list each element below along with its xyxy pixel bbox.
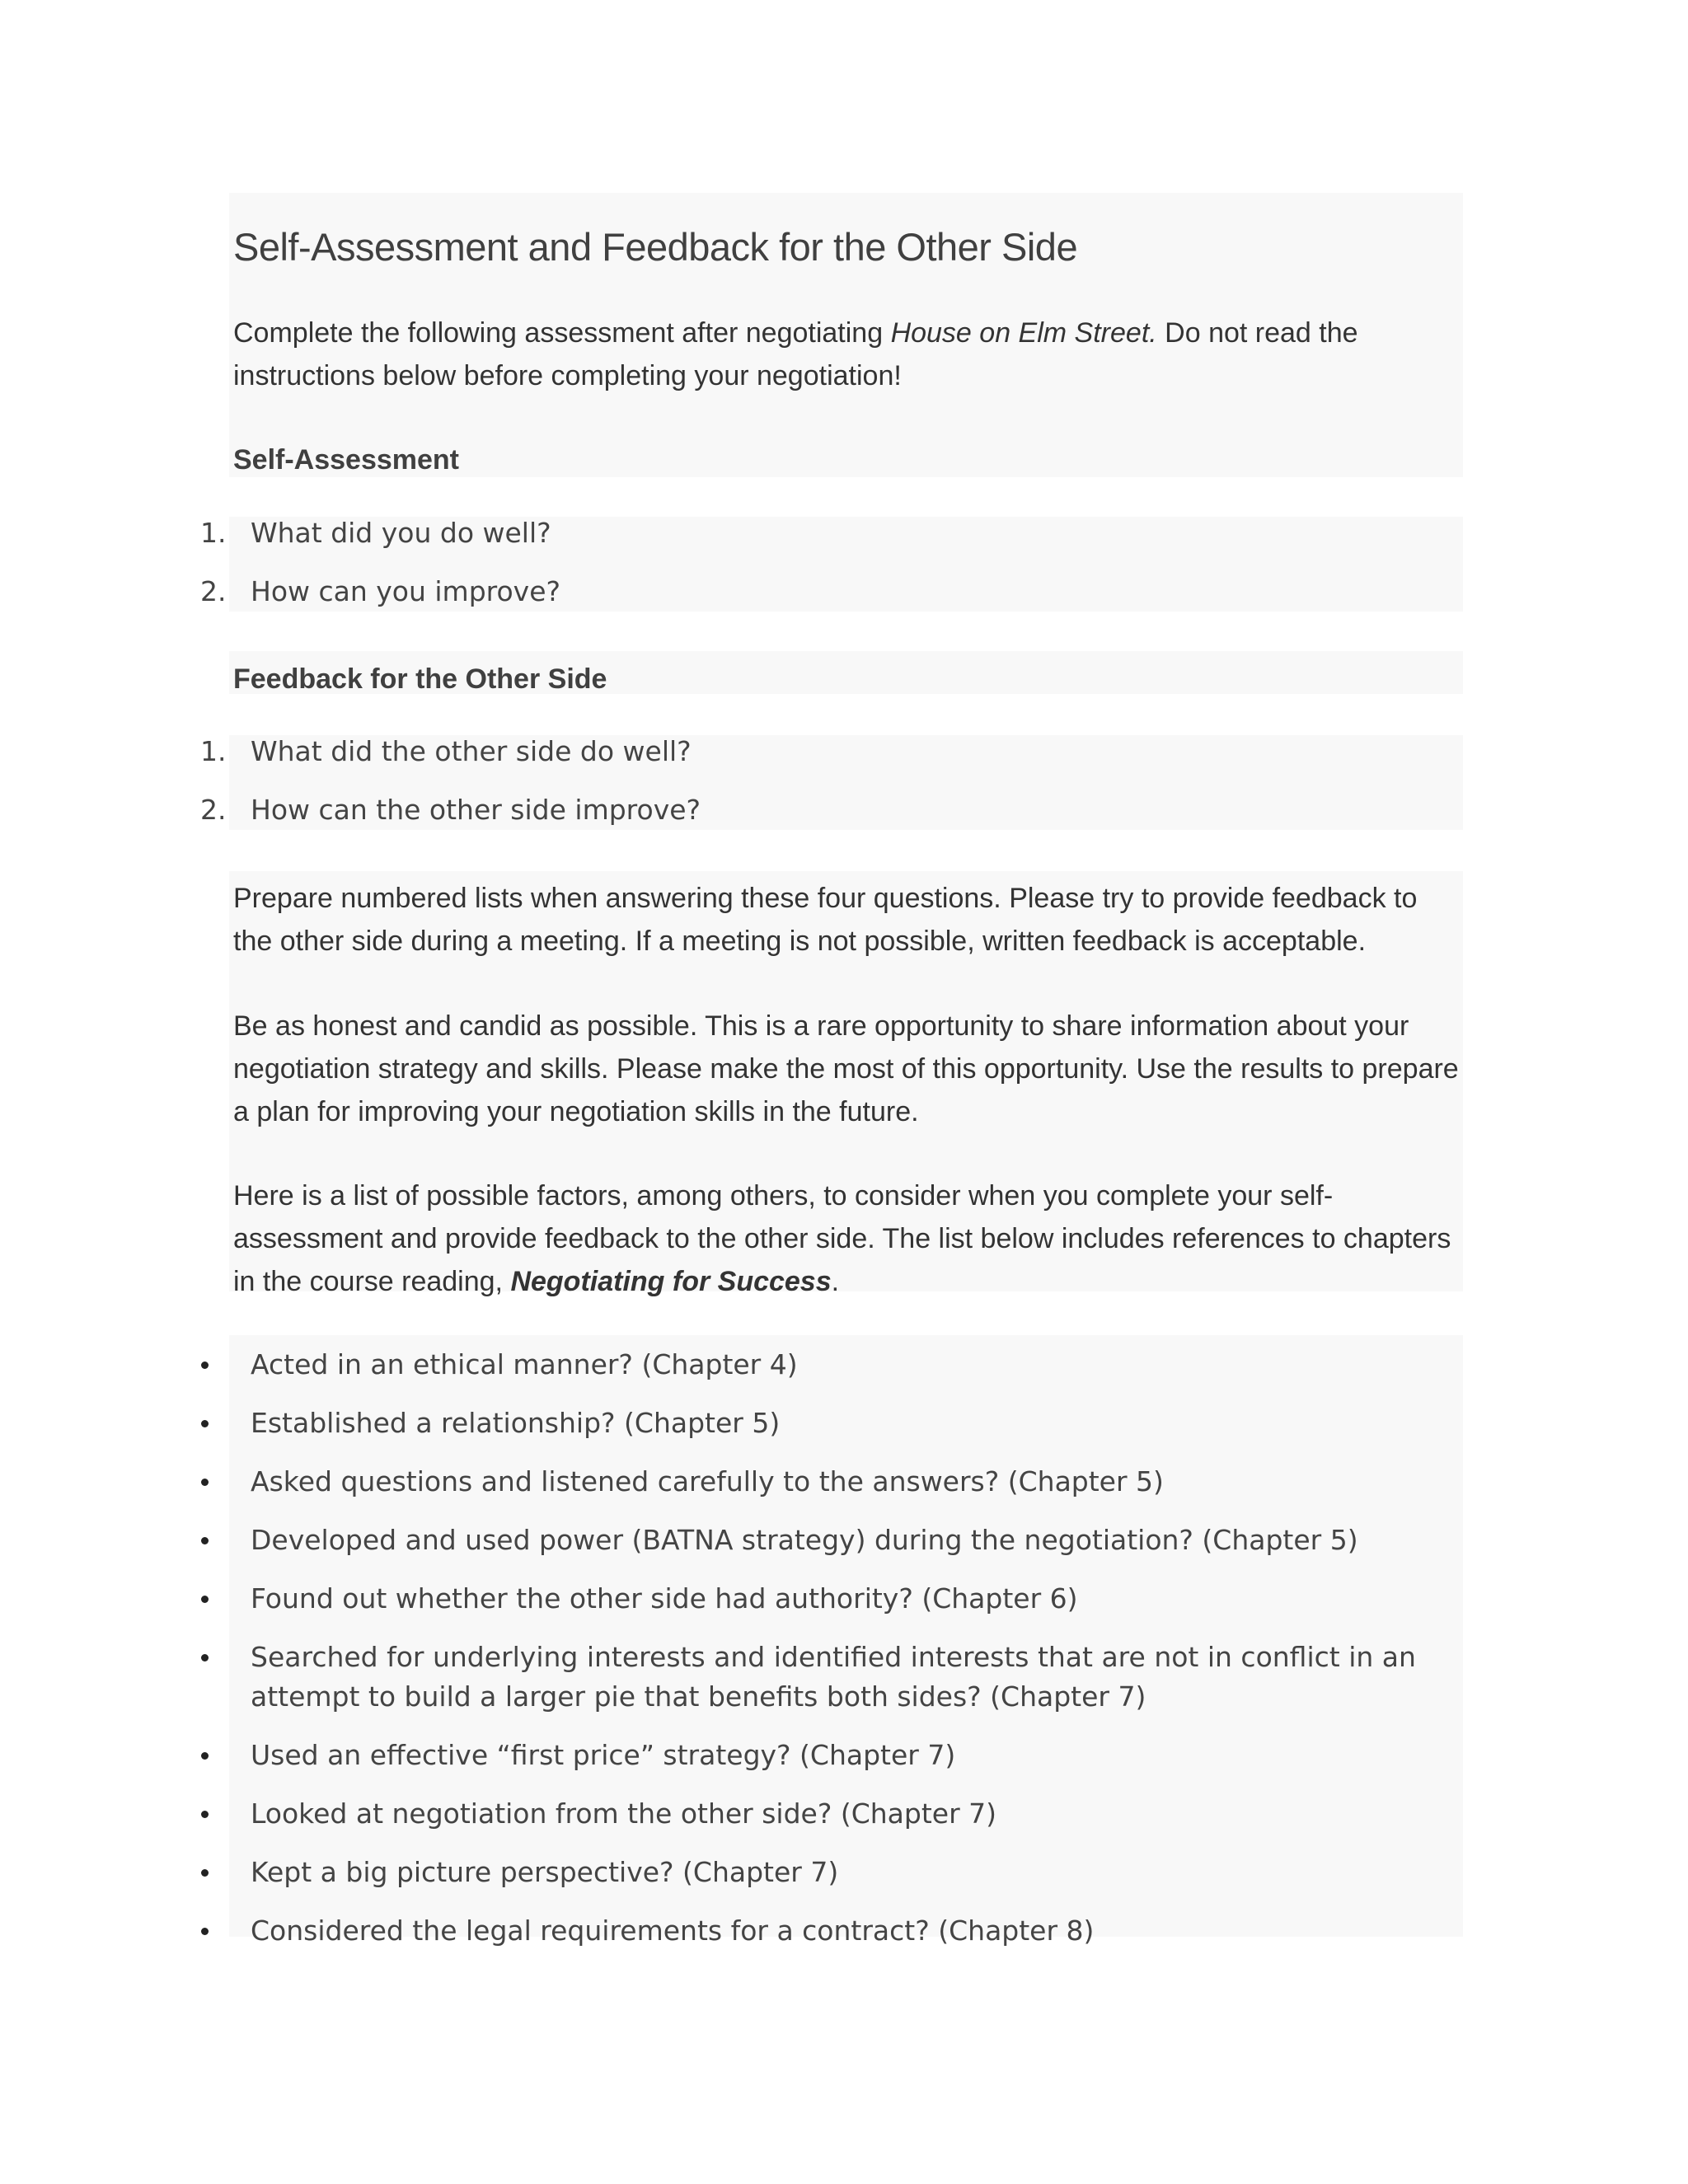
list-item bbox=[0, 1521, 1463, 1560]
list-item-text: Considered the legal requirements for a contract? (Chapter 8) bbox=[251, 1915, 1095, 1947]
list-item bbox=[0, 1794, 1463, 1834]
list-item-text: Used an effective “first price” strategy? (Chapter 7) bbox=[251, 1739, 956, 1771]
factors-list bbox=[0, 1345, 1463, 1951]
list-item bbox=[0, 513, 1463, 553]
bullet-icon bbox=[201, 1811, 209, 1818]
list-item bbox=[0, 1579, 1463, 1619]
bullet-icon bbox=[201, 1479, 209, 1486]
bullet-icon bbox=[201, 1537, 209, 1544]
instructions-paragraph-3 bbox=[233, 1174, 1463, 1303]
list-item-text: Established a relationship? (Chapter 5) bbox=[251, 1407, 781, 1439]
list-item-text: Asked questions and listened carefully to the answers? (Chapter 5) bbox=[251, 1465, 1164, 1497]
instructions-text-before: Here is a list of possible factors, among others, to consider when you complete your self-assessment and provide feedback to the other side. The list below includes references to chapters in the course reading, bbox=[233, 1180, 1451, 1297]
intro-text-before: Complete the following assessment after negotiating bbox=[233, 317, 891, 349]
list-item bbox=[0, 732, 1463, 771]
bullet-icon bbox=[201, 1752, 209, 1760]
self-assessment-list bbox=[0, 513, 1463, 612]
list-item bbox=[0, 1736, 1463, 1775]
list-item-number: 2. bbox=[200, 575, 227, 607]
list-item bbox=[0, 1911, 1463, 1951]
list-item-text: How can the other side improve? bbox=[251, 794, 701, 826]
list-item-number: 2. bbox=[200, 794, 227, 826]
list-item-text: Kept a big picture perspective? (Chapter 7) bbox=[251, 1856, 839, 1888]
list-item-text: Looked at negotiation from the other side? (Chapter 7) bbox=[251, 1797, 997, 1830]
list-item-number: 1. bbox=[200, 735, 227, 767]
list-item bbox=[0, 572, 1463, 612]
page-title: Self-Assessment and Feedback for the Other Side bbox=[233, 225, 1078, 269]
list-item bbox=[0, 790, 1463, 830]
list-item-text: Found out whether the other side had authority? (Chapter 6) bbox=[251, 1582, 1078, 1615]
list-item bbox=[0, 1462, 1463, 1502]
list-item-text: What did you do well? bbox=[251, 517, 551, 549]
feedback-heading: Feedback for the Other Side bbox=[233, 663, 607, 695]
bullet-icon bbox=[201, 1420, 209, 1427]
list-item-text: What did the other side do well? bbox=[251, 735, 692, 767]
bullet-icon bbox=[201, 1596, 209, 1603]
bullet-icon bbox=[201, 1361, 209, 1369]
feedback-list bbox=[0, 732, 1463, 830]
list-item bbox=[0, 1404, 1463, 1443]
list-item bbox=[0, 1853, 1463, 1892]
instructions-paragraph-1: Prepare numbered lists when answering these four questions. Please try to provide feedback to the other side during a meeting. If a meeting is not possible, written feedback is acceptable. bbox=[233, 883, 1418, 957]
list-item-number: 1. bbox=[200, 517, 227, 549]
instructions-text-after: . bbox=[831, 1266, 840, 1297]
self-assessment-heading: Self-Assessment bbox=[233, 444, 460, 476]
case-name: House on Elm Street. bbox=[890, 317, 1157, 349]
list-item-text: Developed and used power (BATNA strategy) during the negotiation? (Chapter 5) bbox=[251, 1524, 1358, 1556]
list-item bbox=[0, 1345, 1463, 1385]
list-item bbox=[0, 1638, 1463, 1717]
intro-text-after: Do not read the instructions below before completing your negotiation! bbox=[233, 317, 1358, 391]
bullet-icon bbox=[201, 1654, 209, 1661]
book-title: Negotiating for Success bbox=[510, 1266, 832, 1297]
instructions-paragraph-2: Be as honest and candid as possible. This is a rare opportunity to share information about your negotiation strategy and skills. Please make the most of this opportunity. Use the results to prepare a plan for improving your negotiation skills in the future. bbox=[233, 1010, 1459, 1127]
intro-paragraph bbox=[233, 312, 1463, 397]
bullet-icon bbox=[201, 1928, 209, 1935]
bullet-icon bbox=[201, 1869, 209, 1877]
list-item-text: Acted in an ethical manner? (Chapter 4) bbox=[251, 1348, 798, 1380]
list-item-text: How can you improve? bbox=[251, 575, 561, 607]
list-item-text: Searched for underlying interests and identified interests that are not in conflict in an attempt to build a larger pie that benefits both sides? (Chapter 7) bbox=[251, 1641, 1416, 1713]
